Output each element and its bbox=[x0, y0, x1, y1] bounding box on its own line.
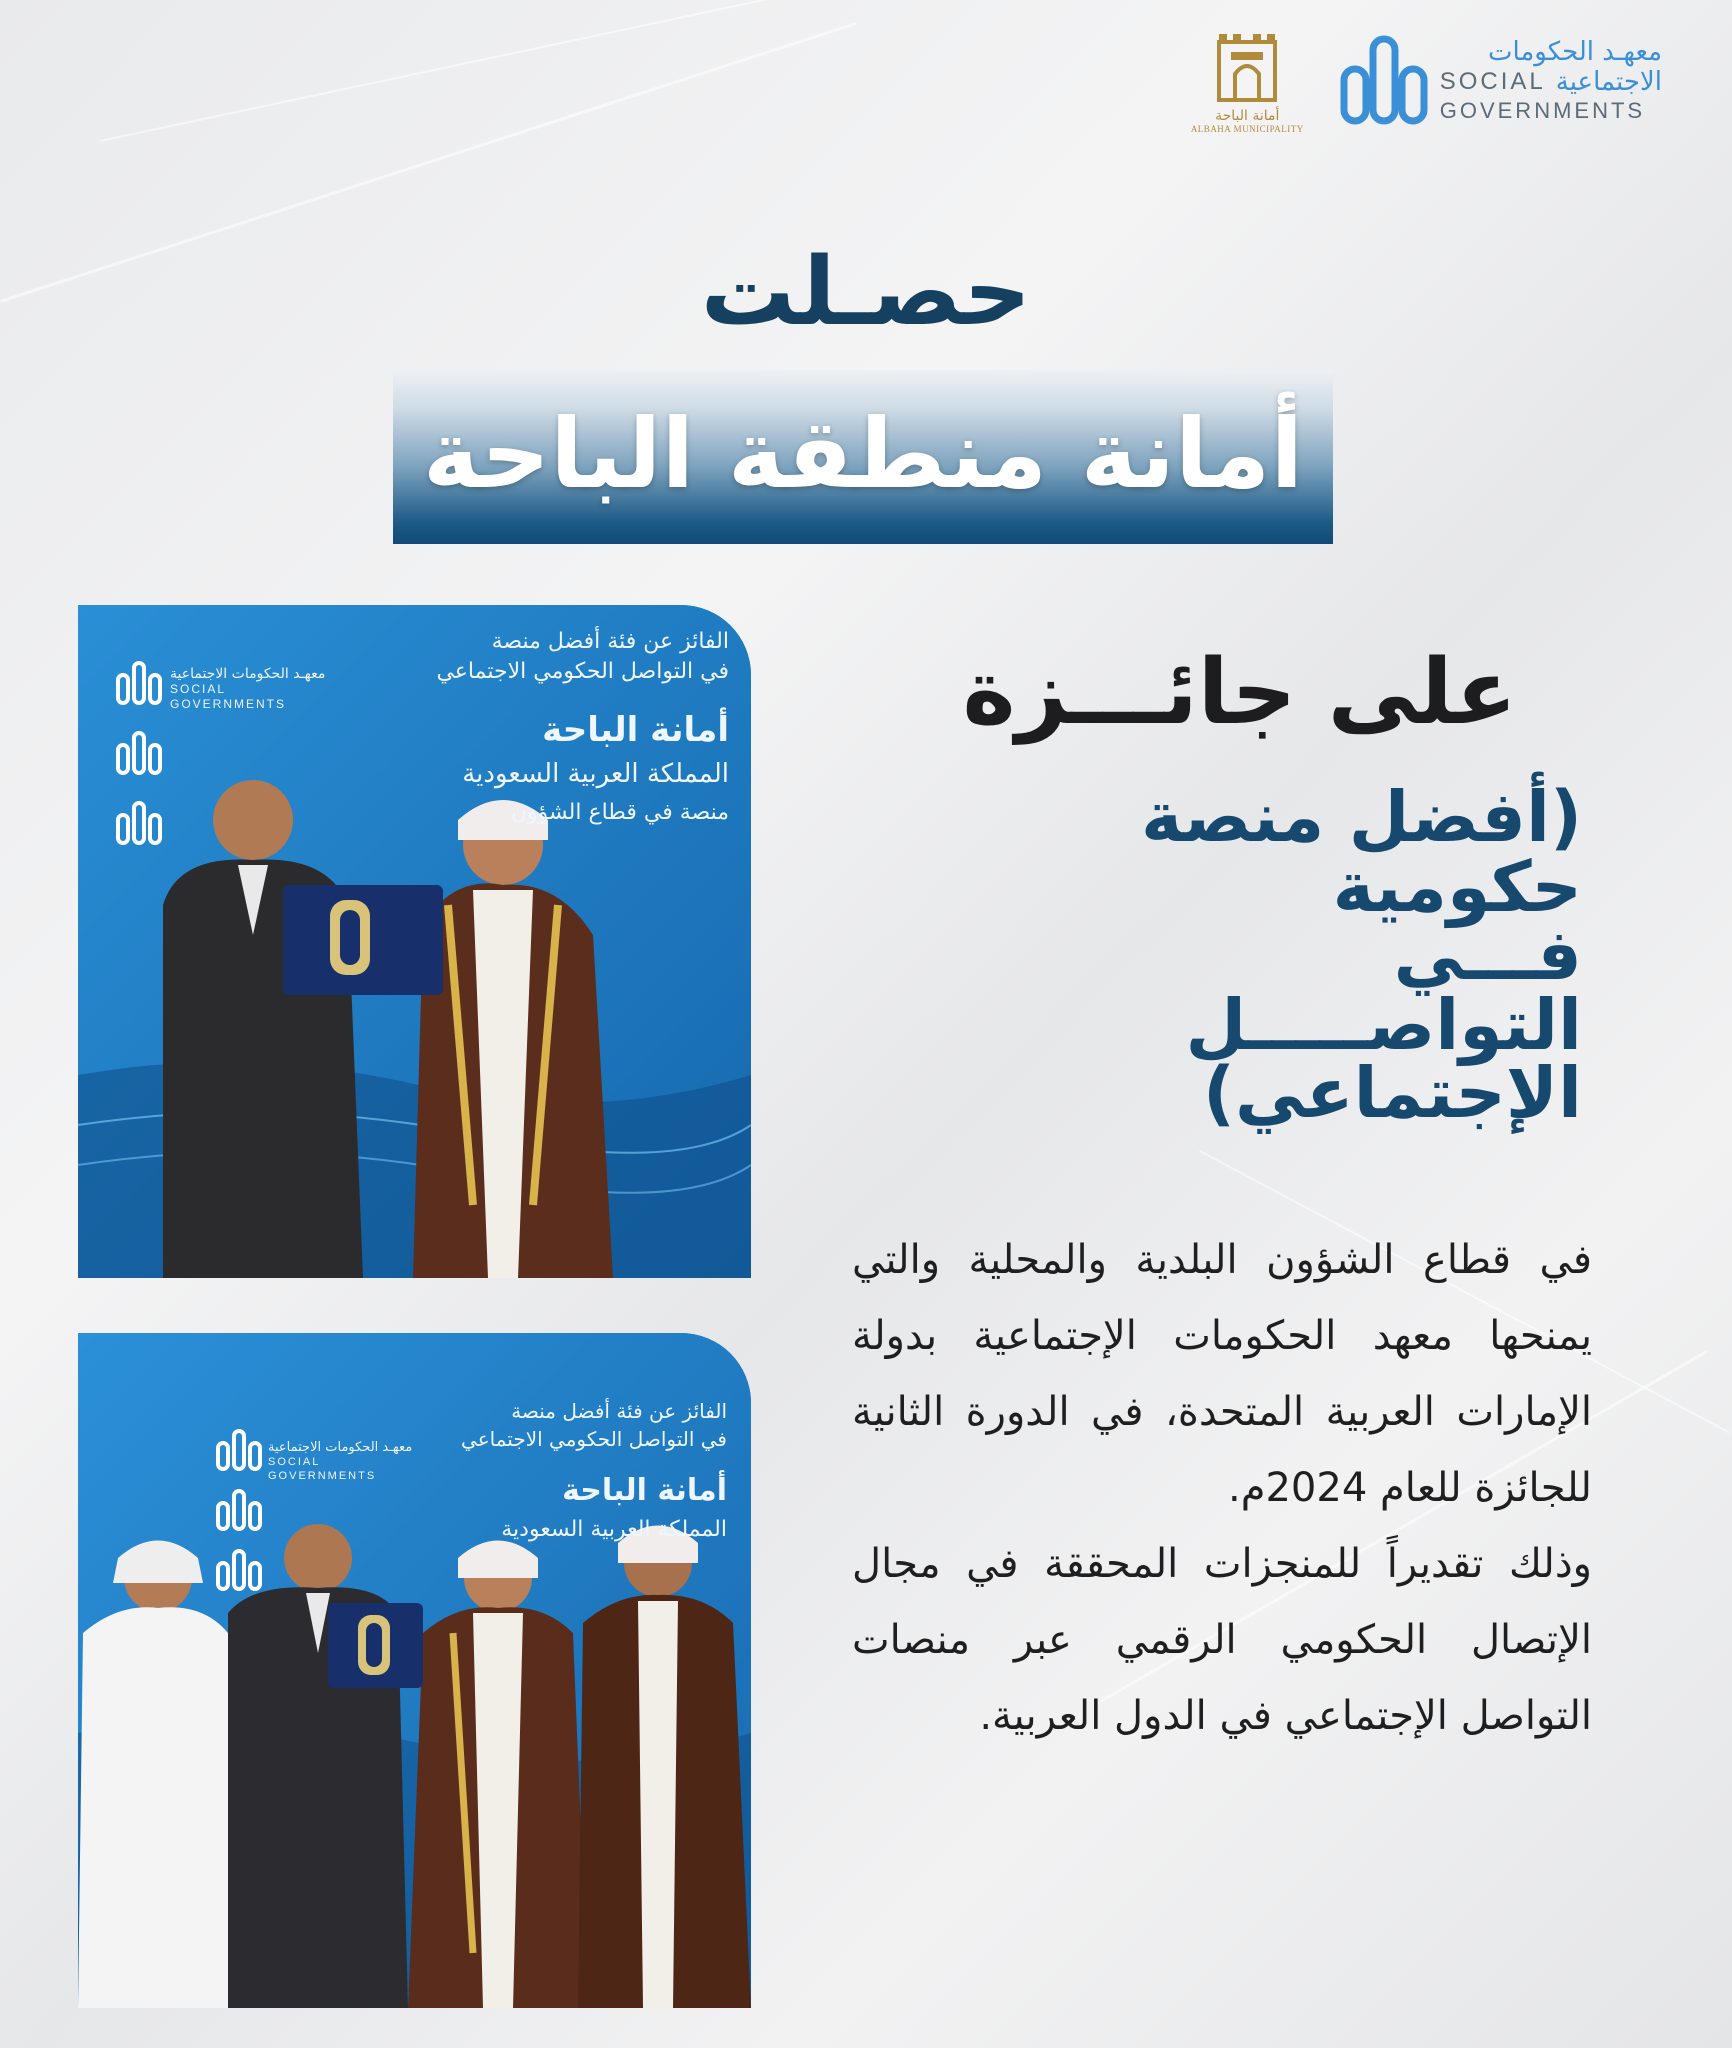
award-name-line2: فـــي التواصـــــل bbox=[1185, 914, 1582, 1066]
heading-banner-text: أمانة منطقة الباحة bbox=[422, 398, 1304, 510]
photo1-stage-line2: في التواصل الحكومي الاجتماعي bbox=[436, 659, 729, 684]
award-intro: على جائـــزة bbox=[962, 640, 1517, 745]
photo1-stage-line4: المملكة العربية السعودية bbox=[462, 759, 729, 789]
sg-english-line1: SOCIAL bbox=[1439, 68, 1546, 96]
award-photo-2 bbox=[78, 1333, 751, 2008]
photo1-wall-arabic: معهـد الحكومات الاجتماعية bbox=[170, 666, 326, 682]
photo1-stage-line3: أمانة الباحة bbox=[542, 710, 729, 750]
social-governments-mark-icon bbox=[1340, 31, 1428, 131]
body-paragraph-1: في قطاع الشؤون البلدية والمحلية والتي يمنحها معهد الحكومات الإجتماعية بدولة الإمارات العربية المتحدة، في الدورة الثانية للجائزة للعام 2024م. bbox=[852, 1237, 1592, 1511]
sg-arabic-line1: معهـد الحكومات bbox=[1487, 37, 1662, 68]
photo1-wall-english1: SOCIAL bbox=[170, 682, 227, 696]
sg-arabic-line2: الاجتماعية bbox=[1555, 67, 1662, 98]
municipality-english-name: ALBAHA MUNICIPALITY bbox=[1190, 124, 1304, 134]
photo1-wall-english2: GOVERNMENTS bbox=[170, 697, 287, 711]
photo2-wall-english2: GOVERNMENTS bbox=[268, 1470, 377, 1482]
social-governments-logo bbox=[1340, 31, 1662, 131]
background-streak bbox=[100, 0, 785, 142]
photo1-stage-line5: منصة في قطاع الشؤون bbox=[510, 800, 729, 825]
photo2-stage-line1: الفائز عن فئة أفضل منصة bbox=[511, 1399, 727, 1423]
photo2-stage-line4: المملكة العربية السعودية bbox=[501, 1517, 727, 1542]
photo2-stage-line2: في التواصل الحكومي الاجتماعي bbox=[461, 1427, 727, 1451]
sg-english-line2: GOVERNMENTS bbox=[1439, 98, 1646, 124]
albaha-municipality-logo bbox=[1191, 28, 1304, 134]
municipality-emblem-icon bbox=[1207, 28, 1287, 106]
photo2-wall-arabic: معهـد الحكومات الاجتماعية bbox=[268, 1440, 413, 1455]
award-photo-1 bbox=[78, 605, 751, 1278]
header-logos bbox=[1191, 28, 1662, 134]
award-name-line3: الإجتماعي) bbox=[1203, 1052, 1582, 1134]
photo2-wall-english1: SOCIAL bbox=[268, 1456, 321, 1468]
photo2-stage-line3: أمانة الباحة bbox=[562, 1473, 727, 1508]
body-paragraph-2: وذلك تقديراً للمنجزات المحققة في مجال الإتصال الحكومي الرقمي عبر منصات التواصل الإجتماعي في الدول العربية. bbox=[852, 1541, 1592, 1739]
municipality-arabic-name: أمانة الباحة bbox=[1215, 108, 1280, 124]
photo1-stage-line1: الفائز عن فئة أفضل منصة bbox=[491, 629, 729, 654]
body-text bbox=[852, 1222, 1592, 1754]
heading-received: حصـلت bbox=[700, 238, 1032, 347]
award-name-line1: (أفضل منصة حكومية bbox=[1141, 776, 1582, 928]
